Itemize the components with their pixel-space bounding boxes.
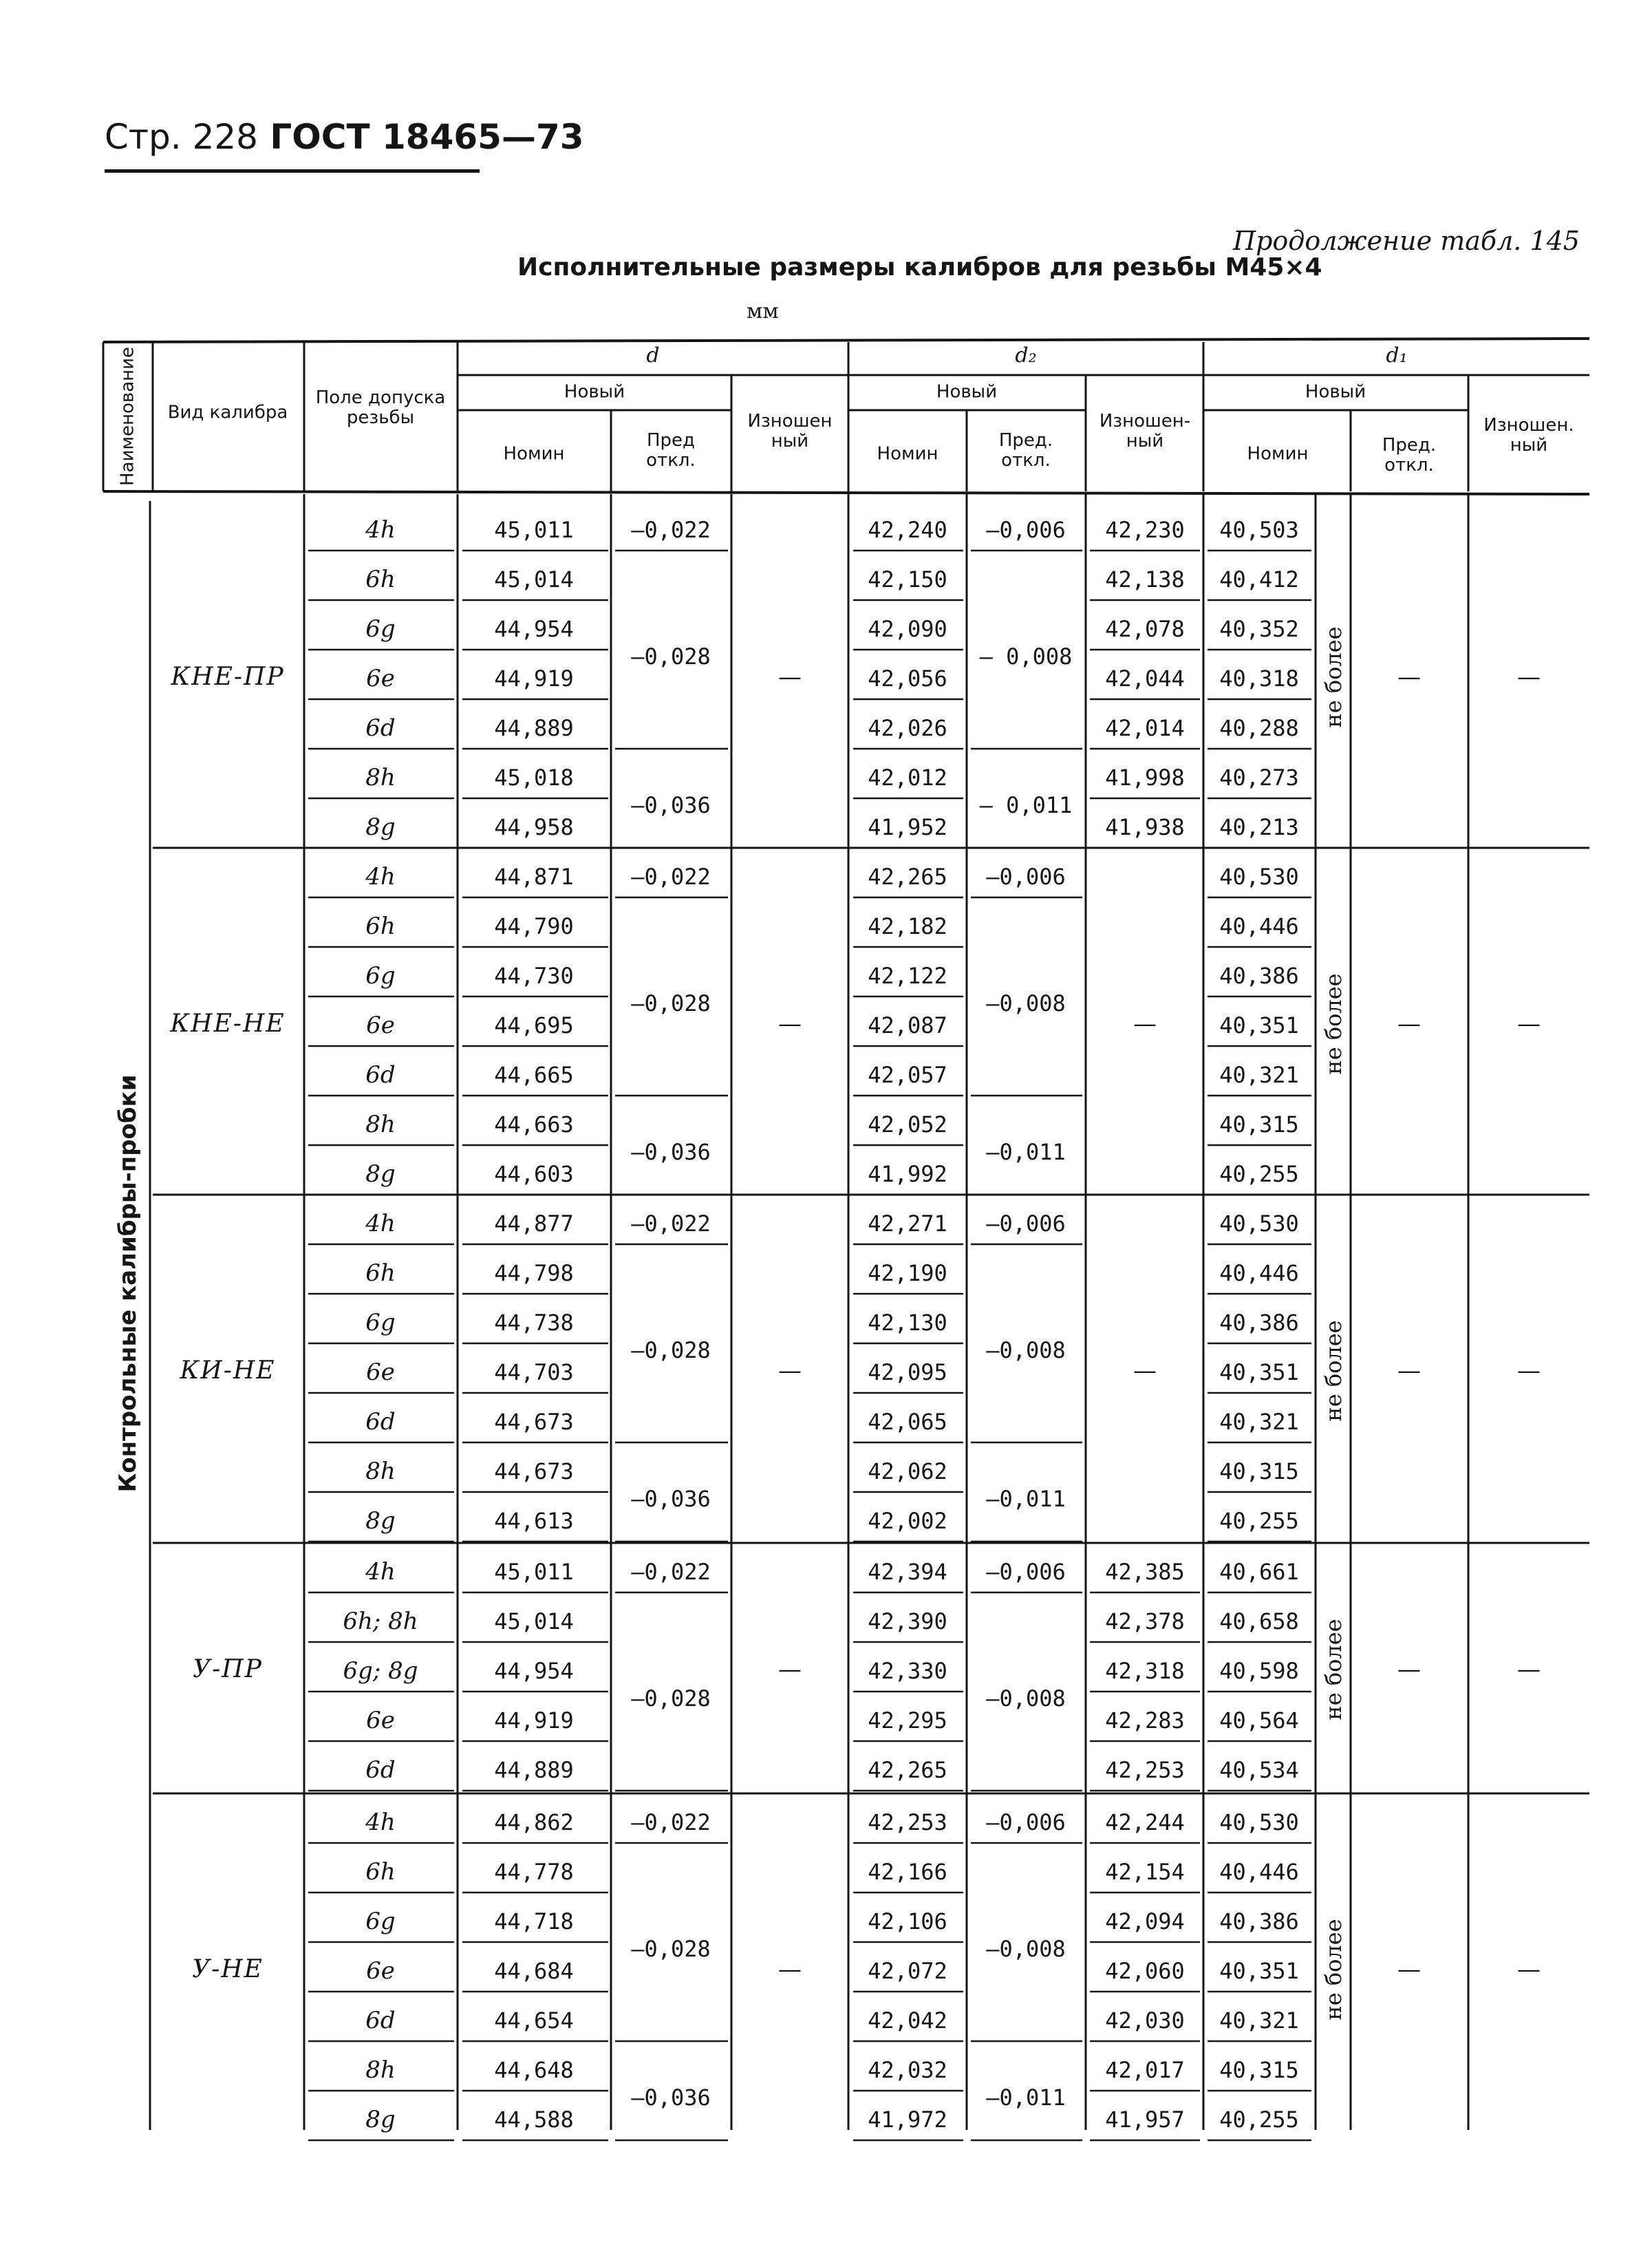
d2-worn-value: 41,938 <box>1105 814 1185 840</box>
col-header-d1-nominal: Номин <box>1247 443 1309 465</box>
d2-nominal-value: 42,122 <box>868 963 947 989</box>
d1-nominal-value: 40,255 <box>1219 1508 1299 1534</box>
tolerance-field: 6e <box>366 1012 395 1039</box>
d2-nominal-value: 41,952 <box>868 814 947 840</box>
tolerance-field: 6d <box>365 1061 396 1089</box>
d2-nominal-value: 42,072 <box>868 1958 947 1984</box>
d2-nominal-value: 42,265 <box>868 1757 947 1783</box>
d1-nominal-value: 40,255 <box>1219 1161 1299 1187</box>
d2-deviation-value: — 0,011 <box>979 792 1073 818</box>
not-more-label: не более <box>1320 1619 1347 1720</box>
d2-worn-value: 41,998 <box>1105 765 1185 791</box>
d-deviation-value: —0,022 <box>631 1559 711 1585</box>
d1-nominal-value: 40,412 <box>1219 566 1299 593</box>
tolerance-field: 6g <box>365 615 396 643</box>
d-nominal-value: 44,663 <box>494 1111 574 1138</box>
d-nominal-value: 44,588 <box>494 2107 574 2133</box>
tolerance-field: 4h <box>365 516 396 544</box>
d2-deviation-value: —0,008 <box>986 990 1066 1016</box>
d2-deviation-value: —0,011 <box>986 1486 1066 1512</box>
d2-nominal-value: 42,166 <box>868 1859 947 1885</box>
d2-deviation-value: —0,008 <box>986 1337 1066 1363</box>
d2-worn-value: 42,230 <box>1105 517 1185 543</box>
d2-worn-value: 42,244 <box>1105 1809 1185 1835</box>
d-deviation-value: —0,028 <box>631 1337 711 1363</box>
col-header-d-deviation: Пред откл. <box>646 429 696 471</box>
d2-nominal-value: 42,150 <box>868 566 947 593</box>
d2-worn-value: 42,385 <box>1105 1559 1185 1585</box>
col-header-tolerance: Поле допуска резьбы <box>315 387 446 428</box>
d-deviation-value: —0,036 <box>631 1139 711 1165</box>
d2-deviation-value: —0,006 <box>986 517 1066 543</box>
not-more-label: не более <box>1320 1919 1347 2021</box>
d1-nominal-value: 40,321 <box>1219 1409 1299 1435</box>
d2-nominal-value: 42,052 <box>868 1111 947 1138</box>
d-nominal-value: 44,889 <box>494 1757 574 1783</box>
tolerance-field: 8h <box>365 2056 396 2084</box>
d2-worn-value: 42,154 <box>1105 1859 1185 1885</box>
d1-nominal-value: 40,446 <box>1219 1260 1299 1286</box>
d-worn-dash: — <box>778 663 802 691</box>
d1-nominal-value: 40,288 <box>1219 715 1299 741</box>
d1-nominal-value: 40,530 <box>1219 864 1299 890</box>
d1-worn-dash: — <box>1517 1010 1541 1038</box>
tolerance-field: 6d <box>365 714 396 742</box>
d-deviation-value: —0,036 <box>631 792 711 818</box>
d2-nominal-value: 42,087 <box>868 1012 947 1038</box>
d-deviation-value: —0,022 <box>631 864 711 890</box>
d2-nominal-value: 42,240 <box>868 517 947 543</box>
d1-nominal-value: 40,351 <box>1219 1359 1299 1385</box>
tolerance-field: 6g; 8g <box>343 1657 418 1685</box>
d2-worn-value: 42,253 <box>1105 1757 1185 1783</box>
d1-nominal-value: 40,351 <box>1219 1012 1299 1038</box>
d-nominal-value: 44,958 <box>494 814 574 840</box>
d1-nominal-value: 40,446 <box>1219 1859 1299 1885</box>
d-deviation-value: —0,028 <box>631 643 711 670</box>
d-nominal-value: 45,011 <box>494 1559 574 1585</box>
tolerance-field: 8g <box>365 2106 396 2133</box>
d-worn-dash: — <box>778 1357 802 1385</box>
tolerance-field: 8h <box>365 1458 396 1485</box>
d2-nominal-value: 41,992 <box>868 1161 947 1187</box>
tolerance-field: 4h <box>365 1558 396 1586</box>
col-header-d2-new: Новый <box>936 381 998 403</box>
d-nominal-value: 44,919 <box>494 665 574 692</box>
d2-nominal-value: 42,190 <box>868 1260 947 1286</box>
d-nominal-value: 45,018 <box>494 765 574 791</box>
d-nominal-value: 44,673 <box>494 1409 574 1435</box>
gauge-type-label: КИ-НЕ <box>180 1356 276 1385</box>
d1-nominal-value: 40,658 <box>1219 1608 1299 1634</box>
d2-deviation-value: —0,011 <box>986 2085 1066 2111</box>
d2-nominal-value: 42,330 <box>868 1658 947 1684</box>
d-deviation-value: —0,022 <box>631 1211 711 1237</box>
d2-worn-value: 42,044 <box>1105 665 1185 692</box>
d-worn-dash: — <box>778 1010 802 1038</box>
d-nominal-value: 44,603 <box>494 1161 574 1187</box>
col-header-d: d <box>646 343 660 367</box>
tolerance-field: 6g <box>365 1309 396 1336</box>
not-more-label: не более <box>1320 1320 1347 1422</box>
d1-nominal-value: 40,315 <box>1219 1111 1299 1138</box>
d1-nominal-value: 40,213 <box>1219 814 1299 840</box>
d-deviation-value: —0,036 <box>631 1486 711 1512</box>
d1-nominal-value: 40,255 <box>1219 2107 1299 2133</box>
table-title: Исполнительные размеры калибров для резьбы M45×4 <box>517 253 1322 281</box>
d2-nominal-value: 42,106 <box>868 1908 947 1934</box>
d2-deviation-value: — 0,008 <box>979 643 1073 670</box>
tolerance-field: 6h <box>365 566 396 593</box>
d-nominal-value: 45,014 <box>494 566 574 593</box>
d2-nominal-value: 42,042 <box>868 2007 947 2034</box>
d-deviation-value: —0,036 <box>631 2085 711 2111</box>
d2-nominal-value: 42,090 <box>868 616 947 642</box>
d2-worn-value: 42,283 <box>1105 1707 1185 1734</box>
d-worn-dash: — <box>778 1656 802 1683</box>
col-header-d-nominal: Номин <box>503 443 565 465</box>
d2-worn-value: 42,030 <box>1105 2007 1185 2034</box>
tolerance-field: 4h <box>365 1809 396 1836</box>
d2-nominal-value: 42,056 <box>868 665 947 692</box>
d1-deviation-dash: — <box>1397 1656 1421 1683</box>
tolerance-field: 6h <box>365 913 396 940</box>
d-nominal-value: 44,613 <box>494 1508 574 1534</box>
d-worn-dash: — <box>778 1956 802 1983</box>
col-header-gauge-type: Вид калибра <box>167 402 288 423</box>
tolerance-field: 8h <box>365 764 396 791</box>
tolerance-field: 6e <box>366 1957 395 1985</box>
d-nominal-value: 45,014 <box>494 1608 574 1634</box>
d-nominal-value: 45,011 <box>494 517 574 543</box>
d-deviation-value: —0,022 <box>631 1809 711 1835</box>
d-deviation-value: —0,028 <box>631 990 711 1016</box>
d2-worn-value: 42,138 <box>1105 566 1185 593</box>
d1-nominal-value: 40,352 <box>1219 616 1299 642</box>
tolerance-field: 6d <box>365 1756 396 1784</box>
d-nominal-value: 44,654 <box>494 2007 574 2034</box>
d-nominal-value: 44,695 <box>494 1012 574 1038</box>
d-nominal-value: 44,718 <box>494 1908 574 1934</box>
d-nominal-value: 44,665 <box>494 1062 574 1088</box>
tolerance-field: 6d <box>365 1408 396 1436</box>
d2-nominal-value: 42,390 <box>868 1608 947 1634</box>
tolerance-field: 4h <box>365 1210 396 1237</box>
d1-worn-dash: — <box>1517 663 1541 691</box>
d-nominal-value: 44,790 <box>494 913 574 939</box>
d1-nominal-value: 40,661 <box>1219 1559 1299 1585</box>
d2-worn-dash: — <box>1133 1010 1157 1038</box>
d1-nominal-value: 40,273 <box>1219 765 1299 791</box>
d2-nominal-value: 42,394 <box>868 1559 947 1585</box>
not-more-label: не более <box>1320 973 1347 1075</box>
d2-nominal-value: 42,026 <box>868 715 947 741</box>
d2-worn-value: 42,094 <box>1105 1908 1185 1934</box>
d2-worn-value: 42,014 <box>1105 715 1185 741</box>
gauge-type-label: У-ПР <box>193 1655 263 1683</box>
d1-nominal-value: 40,530 <box>1219 1809 1299 1835</box>
d2-nominal-value: 42,095 <box>868 1359 947 1385</box>
d-nominal-value: 44,730 <box>494 963 574 989</box>
d1-worn-dash: — <box>1517 1357 1541 1385</box>
col-header-d-new: Новый <box>564 381 625 403</box>
d1-nominal-value: 40,386 <box>1219 1310 1299 1336</box>
d1-nominal-value: 40,386 <box>1219 963 1299 989</box>
d1-deviation-dash: — <box>1397 1010 1421 1038</box>
d2-nominal-value: 42,032 <box>868 2057 947 2083</box>
d2-deviation-value: —0,006 <box>986 1211 1066 1237</box>
d-nominal-value: 44,889 <box>494 715 574 741</box>
tolerance-field: 6h <box>365 1259 396 1287</box>
d2-nominal-value: 42,012 <box>868 765 947 791</box>
tolerance-field: 6h; 8h <box>343 1608 418 1635</box>
d-nominal-value: 44,919 <box>494 1707 574 1734</box>
d1-deviation-dash: — <box>1397 663 1421 691</box>
d1-nominal-value: 40,530 <box>1219 1211 1299 1237</box>
d2-worn-value: 42,060 <box>1105 1958 1185 1984</box>
d2-nominal-value: 41,972 <box>868 2107 947 2133</box>
d2-nominal-value: 42,182 <box>868 913 947 939</box>
d2-worn-value: 42,078 <box>1105 616 1185 642</box>
d-deviation-value: —0,028 <box>631 1936 711 1962</box>
d-nominal-value: 44,862 <box>494 1809 574 1835</box>
col-header-d1: d₁ <box>1386 343 1408 367</box>
tolerance-field: 6e <box>366 1358 395 1386</box>
tolerance-field: 6h <box>365 1858 396 1886</box>
d2-worn-value: 41,957 <box>1105 2107 1185 2133</box>
d-nominal-value: 44,871 <box>494 864 574 890</box>
unit-label: мм <box>747 299 779 323</box>
tolerance-field: 6g <box>365 962 396 990</box>
d2-worn-value: 42,378 <box>1105 1608 1185 1634</box>
d1-nominal-value: 40,315 <box>1219 1458 1299 1484</box>
col-header-d2: d₂ <box>1015 343 1037 367</box>
tolerance-field: 6e <box>366 665 395 692</box>
d2-nominal-value: 42,002 <box>868 1508 947 1534</box>
d1-nominal-value: 40,598 <box>1219 1658 1299 1684</box>
d2-nominal-value: 42,130 <box>868 1310 947 1336</box>
col-header-d2-worn: Изношен-ный <box>1099 410 1191 451</box>
d-nominal-value: 44,673 <box>494 1458 574 1484</box>
col-header-d1-new: Новый <box>1305 381 1366 403</box>
gauge-type-label: КНЕ-ПР <box>171 663 285 691</box>
gauge-type-label: КНЕ-НЕ <box>170 1010 286 1038</box>
d1-nominal-value: 40,564 <box>1219 1707 1299 1734</box>
d1-deviation-dash: — <box>1397 1956 1421 1983</box>
continuation-note: Продолжение табл. 145 <box>1232 226 1580 256</box>
d2-worn-value: 42,017 <box>1105 2057 1185 2083</box>
d1-nominal-value: 40,321 <box>1219 2007 1299 2034</box>
tolerance-field: 6g <box>365 1908 396 1935</box>
tolerance-field: 8g <box>365 1507 396 1535</box>
d1-nominal-value: 40,315 <box>1219 2057 1299 2083</box>
tolerance-field: 8g <box>365 1160 396 1188</box>
standard-code: ГОСТ 18465—73 <box>270 117 584 157</box>
d-nominal-value: 44,954 <box>494 616 574 642</box>
d-nominal-value: 44,648 <box>494 2057 574 2083</box>
d2-nominal-value: 42,265 <box>868 864 947 890</box>
d-nominal-value: 44,877 <box>494 1211 574 1237</box>
d-deviation-value: —0,022 <box>631 517 711 543</box>
tolerance-field: 6e <box>366 1707 395 1734</box>
col-header-d-worn: Изношен ный <box>747 410 833 451</box>
tolerance-field: 6d <box>365 2007 396 2034</box>
d1-nominal-value: 40,321 <box>1219 1062 1299 1088</box>
d-nominal-value: 44,798 <box>494 1260 574 1286</box>
col-header-d2-deviation: Пред. откл. <box>998 429 1053 471</box>
d2-worn-value: 42,318 <box>1105 1658 1185 1684</box>
not-more-label: не более <box>1320 626 1347 728</box>
d1-nominal-value: 40,318 <box>1219 665 1299 692</box>
d-nominal-value: 44,684 <box>494 1958 574 1984</box>
tolerance-field: 8g <box>365 813 396 841</box>
d-nominal-value: 44,778 <box>494 1859 574 1885</box>
d1-worn-dash: — <box>1517 1656 1541 1683</box>
d2-deviation-value: —0,011 <box>986 1139 1066 1165</box>
d2-deviation-value: —0,006 <box>986 1559 1066 1585</box>
category-label: Контрольные калибры-пробки <box>114 1074 142 1493</box>
d2-nominal-value: 42,062 <box>868 1458 947 1484</box>
d-nominal-value: 44,738 <box>494 1310 574 1336</box>
d1-deviation-dash: — <box>1397 1357 1421 1385</box>
d1-nominal-value: 40,446 <box>1219 913 1299 939</box>
d2-nominal-value: 42,253 <box>868 1809 947 1835</box>
d2-deviation-value: —0,008 <box>986 1685 1066 1712</box>
d-nominal-value: 44,954 <box>494 1658 574 1684</box>
tolerance-field: 4h <box>365 863 396 891</box>
d-deviation-value: —0,028 <box>631 1685 711 1712</box>
d2-nominal-value: 42,065 <box>868 1409 947 1435</box>
d2-deviation-value: —0,006 <box>986 1809 1066 1835</box>
d-nominal-value: 44,703 <box>494 1359 574 1385</box>
col-header-d2-nominal: Номин <box>877 443 938 465</box>
d2-deviation-value: —0,008 <box>986 1936 1066 1962</box>
d1-worn-dash: — <box>1517 1956 1541 1983</box>
d2-nominal-value: 42,271 <box>868 1211 947 1237</box>
d1-nominal-value: 40,351 <box>1219 1958 1299 1984</box>
tolerance-field: 8h <box>365 1111 396 1138</box>
col-header-d1-worn: Изношен. ный <box>1483 414 1574 456</box>
d1-nominal-value: 40,534 <box>1219 1757 1299 1783</box>
d1-nominal-value: 40,503 <box>1219 517 1299 543</box>
page-number: Стр. 228 <box>105 117 258 157</box>
col-header-d1-deviation: Пред. откл. <box>1382 434 1437 476</box>
gauge-type-label: У-НЕ <box>192 1955 264 1983</box>
d2-deviation-value: —0,006 <box>986 864 1066 890</box>
d2-nominal-value: 42,295 <box>868 1707 947 1734</box>
d2-worn-dash: — <box>1133 1357 1157 1385</box>
col-header-name: Наименование <box>117 346 138 487</box>
d2-nominal-value: 42,057 <box>868 1062 947 1088</box>
d1-nominal-value: 40,386 <box>1219 1908 1299 1934</box>
